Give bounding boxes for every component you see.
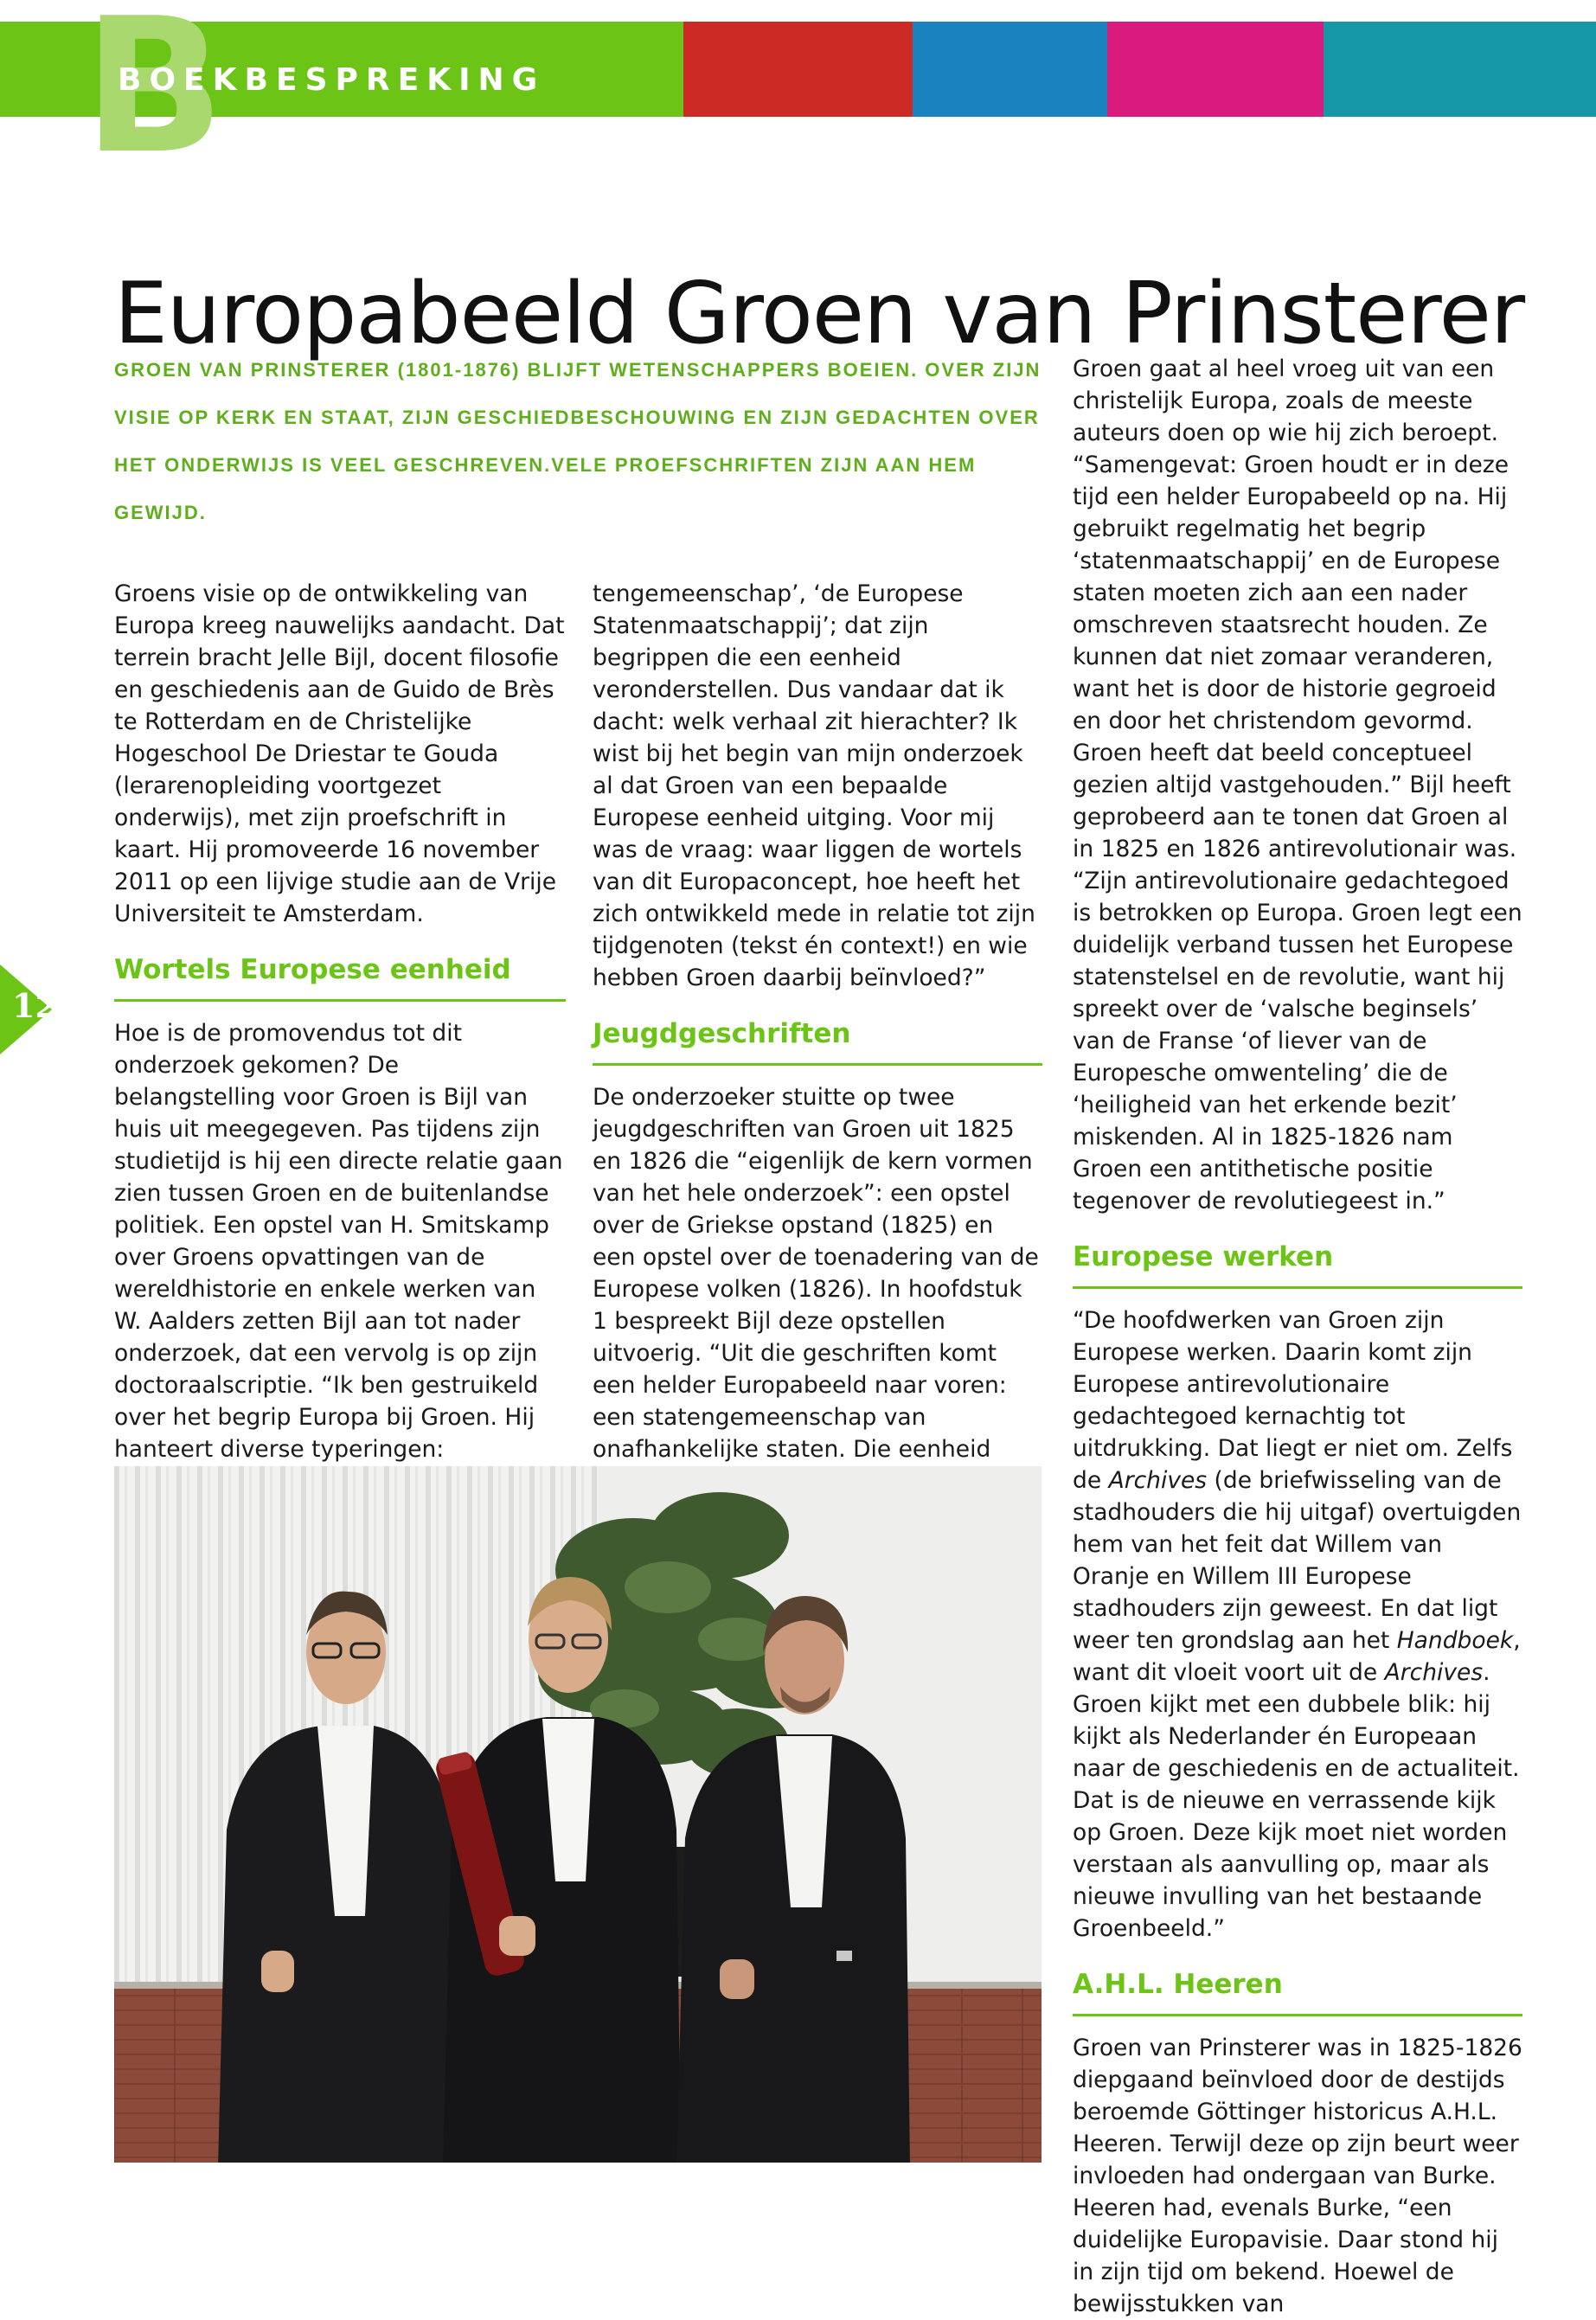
body-paragraph: Groen van Prinsterer was in 1825-1826 diepgaand beïnvloed door de destijds beroemde Göttinger historicus A.H.L. Heeren. Terwijl deze op zijn beurt weer invloeden had ondergaan van Burke. Heeren had, evenals Burke, “een duidelijke Europavisie. Daar stond hij in zijn tijd om bekend. Hoewel de bewijsstukken van	[1073, 2035, 1522, 2317]
body-paragraph	[1073, 1304, 1522, 1945]
text-run: “De hoofdwerken van Groen zijn Europese werken. Daarin komt zijn Europese antirevolutionaire gedachtegoed kernachtig tot uitdrukking. Dat liegt er niet om. Zelfs de	[1073, 1307, 1513, 1494]
article-photo	[114, 1466, 1042, 2163]
body-paragraph: Hoe is de promovendus tot dit onderzoek gekomen? De belangstelling voor Groen is Bijl van huis uit meegegeven. Pas tijdens zijn studietijd is hij een directe relatie gaan zien tussen Groen en de buitenlandse politiek. Een opstel van H. Smitskamp over Groens opvattingen van de wereldhistorie en enkele werken van W. Aalders zetten Bijl aan tot nader onderzoek, dat een vervolg is op zijn doctoraalscriptie. “Ik ben gestruikeld over het begrip Europa bij Groen. Hij hanteert diverse typeringen:	[114, 1020, 563, 1463]
italic-title: Handboek	[1396, 1627, 1514, 1654]
subheading-wortels: Wortels Europese eenheid	[114, 952, 566, 1002]
subheading-europese-werken: Europese werken	[1073, 1240, 1522, 1289]
column-middle	[593, 578, 1042, 1529]
column-left	[114, 578, 566, 1529]
section-initial-letter: B	[83, 0, 225, 195]
article-lead: GROEN VAN PRINSTERER (1801-1876) BLIJFT WETENSCHAPPERS BOEIEN. OVER ZIJN VISIE OP KERK EN STAAT, ZIJN GESCHIEDBESCHOUWING EN ZIJN GEDACHTEN OVER HET ONDERWIJS IS VEEL GESCHREVEN.VELE PROEFSCHRIFTEN ZIJN AAN HEM GEWIJD.	[114, 359, 1042, 523]
photo-illustration	[114, 1466, 1042, 2163]
section-label: BOEKBESPREKING	[118, 62, 546, 98]
band-blue	[913, 22, 1107, 117]
subheading-heeren: A.H.L. Heeren	[1073, 1967, 1522, 2016]
text-run: . Groen kijkt met een dubbele blik: hij kijkt als Nederlander én Europeaan naar de geschiedenis en de actualiteit. Dat is de nieuwe en verrassende kijk op Groen. Deze kijk moet niet worden verstaan als aanvulling op, maar als nieuwe invulling van het bestaande Groenbeeld.”	[1073, 1659, 1520, 1942]
body-paragraph: tengemeenschap’, ‘de Europese Statenmaatschappij’; dat zijn begrippen die een eenheid veronderstellen. Dus vandaar dat ik dacht: welk verhaal zit hierachter? Ik wist bij het begin van mijn onderzoek al dat Groen van een bepaalde Europese eenheid uitging. Voor mij was de vraag: waar liggen de wortels van dit Europaconcept, hoe heeft het zich ontwikkeld mede in relatie tot zijn tijdgenoten (tekst én context!) en wie hebben Groen daarbij beïnvloed?”	[593, 580, 1035, 991]
column-right	[1073, 353, 1522, 2320]
italic-title: Archives	[1384, 1659, 1484, 1686]
band-pink	[1107, 22, 1324, 117]
text-run: , want dit vloeit voort uit de	[1073, 1627, 1521, 1686]
body-paragraph: De onderzoeker stuitte op twee jeugdgeschriften van Groen uit 1825 en 1826 die “eigenlijk de kern vormen van het hele onderzoek”: een opstel over de Griekse opstand (1825) en een opstel over de toenadering van de Europese volken (1826). In hoofdstuk 1 bespreekt Bijl deze opstellen uitvoerig. “Uit die geschriften komt een helder Europabeeld naar voren: een statengemeenschap van onafhankelijke staten. Die eenheid	[593, 1084, 1039, 1463]
page-number: 12	[12, 986, 58, 1025]
subheading-jeugdgeschriften: Jeugdgeschriften	[593, 1016, 1042, 1066]
band-red	[683, 22, 913, 117]
italic-title: Archives	[1108, 1467, 1208, 1494]
intro-paragraph: Groens visie op de ontwikkeling van Europa kreeg nauwelijks aandacht. Dat terrein bracht Jelle Bijl, docent filosofie en geschiedenis aan de Guido de Brès te Rotterdam en de Christelijke Hogeschool De Driestar te Gouda (lerarenopleiding voortgezet onderwijs), met zijn proefschrift in kaart. Hij promoveerde 16 november 2011 op een lijvige studie aan de Vrije Universiteit te Amsterdam.	[114, 580, 565, 927]
body-paragraph: Groen gaat al heel vroeg uit van een christelijk Europa, zoals de meeste auteurs doen op wie hij zich beroept. “Samengevat: Groen houdt er in deze tijd een helder Europabeeld op na. Hij gebruikt regelmatig het begrip ‘statenmaatschappij’ en de Europese staten moeten zich aan een nader omschreven staatsrecht houden. Ze kunnen dat niet zomaar veranderen, want het is door de historie gegroeid en door het christendom gevormd. Groen heeft dat beeld conceptueel gezien altijd vastgehouden.” Bijl heeft geprobeerd aan te tonen dat Groen al in 1825 en 1826 antirevolutionair was. “Zijn antirevolutionaire gedachtegoed is betrokken op Europa. Groen legt een duidelijk verband tussen het Europese statenstelsel en de revolutie, want hij spreekt over de ‘valsche beginsels’ van de Franse ‘of liever van de Europesche omwenteling’ die de ‘heiligheid van het erkende bezit’ miskenden. Al in 1825-1826 nam Groen een antithetische positie tegenover de revolutiegeest in.”	[1073, 356, 1522, 1214]
text-run: (de briefwisseling van de stadhouders die hij uitgaf) overtuigden hem van het feit dat Willem van Oranje en Willem III Europese stadhouders zijn geweest. En dat ligt weer ten grondslag aan het	[1073, 1467, 1522, 1654]
article-title: Europabeeld Groen van Prinsterer	[114, 264, 1525, 363]
band-teal	[1324, 22, 1596, 117]
